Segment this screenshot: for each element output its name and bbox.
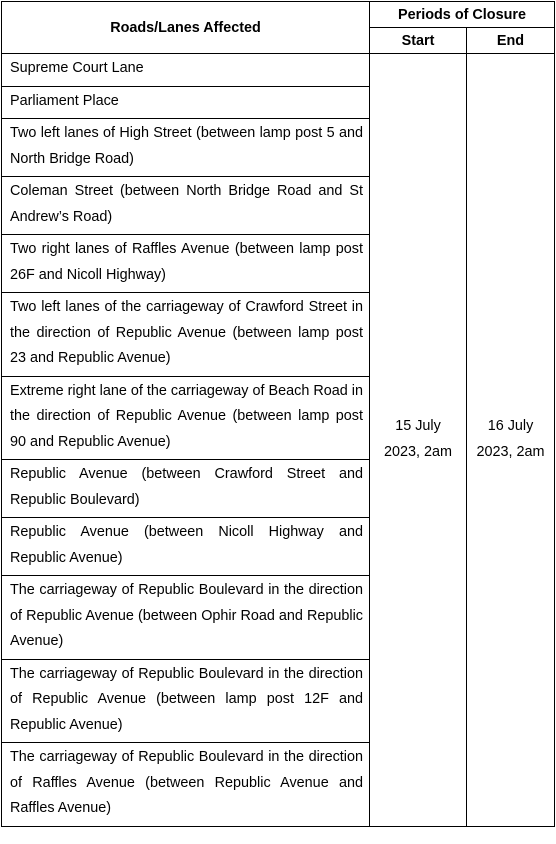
road-cell: Republic Avenue (between Crawford Street and Republic Boulevard) <box>2 460 370 518</box>
end-date-line: 2023, 2am <box>476 443 545 460</box>
start-date-line: 15 July <box>395 418 441 435</box>
roads-affected-header: Roads/Lanes Affected <box>2 2 370 54</box>
road-cell: Two left lanes of the carriageway of Crawford Street in the direction of Republic Avenue (between lamp post 23 and Republic Avenue) <box>2 293 370 377</box>
start-date-line: 2023, 2am <box>383 443 452 460</box>
end-header: End <box>467 28 555 54</box>
road-cell: Supreme Court Lane <box>2 54 370 87</box>
table-body <box>2 54 555 827</box>
header-row-top <box>2 2 555 28</box>
road-cell: Two right lanes of Raffles Avenue (between lamp post 26F and Nicoll Highway) <box>2 235 370 293</box>
table-header <box>2 2 555 54</box>
road-closure-table <box>1 1 555 827</box>
road-cell: The carriageway of Republic Boulevard in the direction of Republic Avenue (between Ophir Road and Republic Avenue) <box>2 576 370 660</box>
road-cell: Republic Avenue (between Nicoll Highway and Republic Avenue) <box>2 518 370 576</box>
road-cell: Coleman Street (between North Bridge Road and St Andrew’s Road) <box>2 177 370 235</box>
table-row <box>2 54 555 87</box>
end-date-cell <box>467 54 555 827</box>
start-header: Start <box>370 28 467 54</box>
road-cell: Two left lanes of High Street (between lamp post 5 and North Bridge Road) <box>2 119 370 177</box>
start-date-cell <box>370 54 467 827</box>
end-date-line: 16 July <box>487 418 534 435</box>
road-cell: The carriageway of Republic Boulevard in the direction of Raffles Avenue (between Republic Avenue and Raffles Avenue) <box>2 743 370 827</box>
road-cell: Extreme right lane of the carriageway of Beach Road in the direction of Republic Avenue (between lamp post 90 and Republic Avenue) <box>2 376 370 460</box>
periods-of-closure-header: Periods of Closure <box>370 2 555 28</box>
road-cell: Parliament Place <box>2 86 370 119</box>
road-cell: The carriageway of Republic Boulevard in the direction of Republic Avenue (between lamp post 12F and Republic Avenue) <box>2 659 370 743</box>
